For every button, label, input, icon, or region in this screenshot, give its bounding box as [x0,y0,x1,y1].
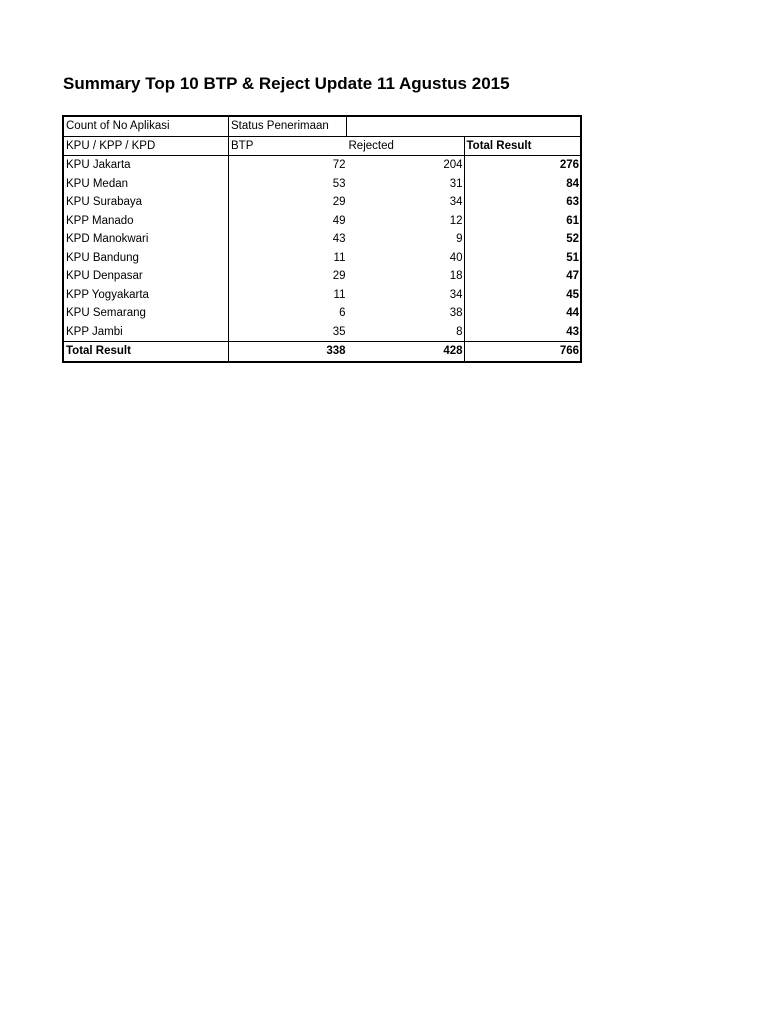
column-header-btp[interactable]: BTP [229,136,347,156]
cell-total[interactable]: 276 [559,159,579,172]
table-row [63,156,581,175]
column-header-total-result[interactable]: Total Result [464,136,581,156]
cell-total[interactable]: 61 [566,214,579,227]
grand-total-btp[interactable]: 338 [229,342,347,362]
data-field-label[interactable]: Count of No Aplikasi [63,116,229,136]
table-row [63,193,581,212]
column-header-rejected[interactable]: Rejected [347,136,465,156]
grand-total-row [63,342,581,362]
column-field-blank [347,116,465,136]
row-field-label[interactable]: KPU / KPP / KPD [63,136,229,156]
cell-total[interactable]: 45 [566,288,579,301]
cell-btp[interactable]: 53 [332,177,346,190]
cell-total[interactable]: 47 [566,270,579,283]
cell-rejected[interactable]: 40 [347,249,465,268]
cell-btp[interactable]: 43 [332,233,346,246]
cell-btp[interactable]: 72 [332,159,346,172]
cell-btp[interactable]: 35 [332,325,346,338]
pivot-table [62,115,582,363]
grand-total-rejected[interactable]: 428 [347,342,465,362]
row-label[interactable]: KPD Manokwari [63,230,229,249]
table-row [63,267,581,286]
column-header-row [63,136,581,156]
row-label[interactable]: KPU Jakarta [63,156,229,175]
cell-rejected[interactable]: 34 [347,286,465,305]
pivot-body [63,156,581,342]
row-label[interactable]: KPU Denpasar [63,267,229,286]
cell-btp[interactable]: 29 [332,270,346,283]
row-label[interactable]: KPP Yogyakarta [63,286,229,305]
cell-total[interactable]: 44 [566,307,579,320]
cell-btp[interactable]: 11 [333,288,346,301]
column-field-blank [464,116,581,136]
row-label[interactable]: KPU Bandung [63,249,229,268]
row-label[interactable]: KPU Semarang [63,304,229,323]
grand-total-label[interactable]: Total Result [63,342,229,362]
cell-total[interactable]: 51 [566,251,579,264]
table-row [63,304,581,323]
table-row [63,230,581,249]
table-row [63,175,581,194]
cell-rejected[interactable]: 34 [347,193,465,212]
row-label[interactable]: KPP Manado [63,212,229,231]
grand-total-total[interactable]: 766 [464,342,581,362]
row-label[interactable]: KPP Jambi [63,323,229,342]
cell-total[interactable]: 63 [566,196,579,209]
cell-total[interactable]: 84 [566,177,579,190]
table-row [63,286,581,305]
table-row [63,323,581,342]
cell-total[interactable]: 52 [566,233,579,246]
cell-total[interactable]: 43 [566,325,579,338]
row-label[interactable]: KPU Medan [63,175,229,194]
table-row [63,249,581,268]
cell-rejected[interactable]: 18 [347,267,465,286]
page-title: Summary Top 10 BTP & Reject Update 11 Agustus 2015 [63,74,510,93]
cell-rejected[interactable]: 9 [347,230,465,249]
cell-btp[interactable]: 29 [332,196,346,209]
cell-rejected[interactable]: 38 [347,304,465,323]
pivot-header-row [63,116,581,136]
row-label[interactable]: KPU Surabaya [63,193,229,212]
cell-btp[interactable]: 49 [332,214,346,227]
table-row [63,212,581,231]
column-field-label[interactable]: Status Penerimaan [229,116,347,136]
cell-rejected[interactable]: 12 [347,212,465,231]
cell-btp[interactable]: 11 [333,251,346,264]
cell-btp[interactable]: 6 [339,307,346,320]
cell-rejected[interactable]: 31 [347,175,465,194]
cell-rejected[interactable]: 204 [347,156,465,175]
cell-rejected[interactable]: 8 [347,323,465,342]
